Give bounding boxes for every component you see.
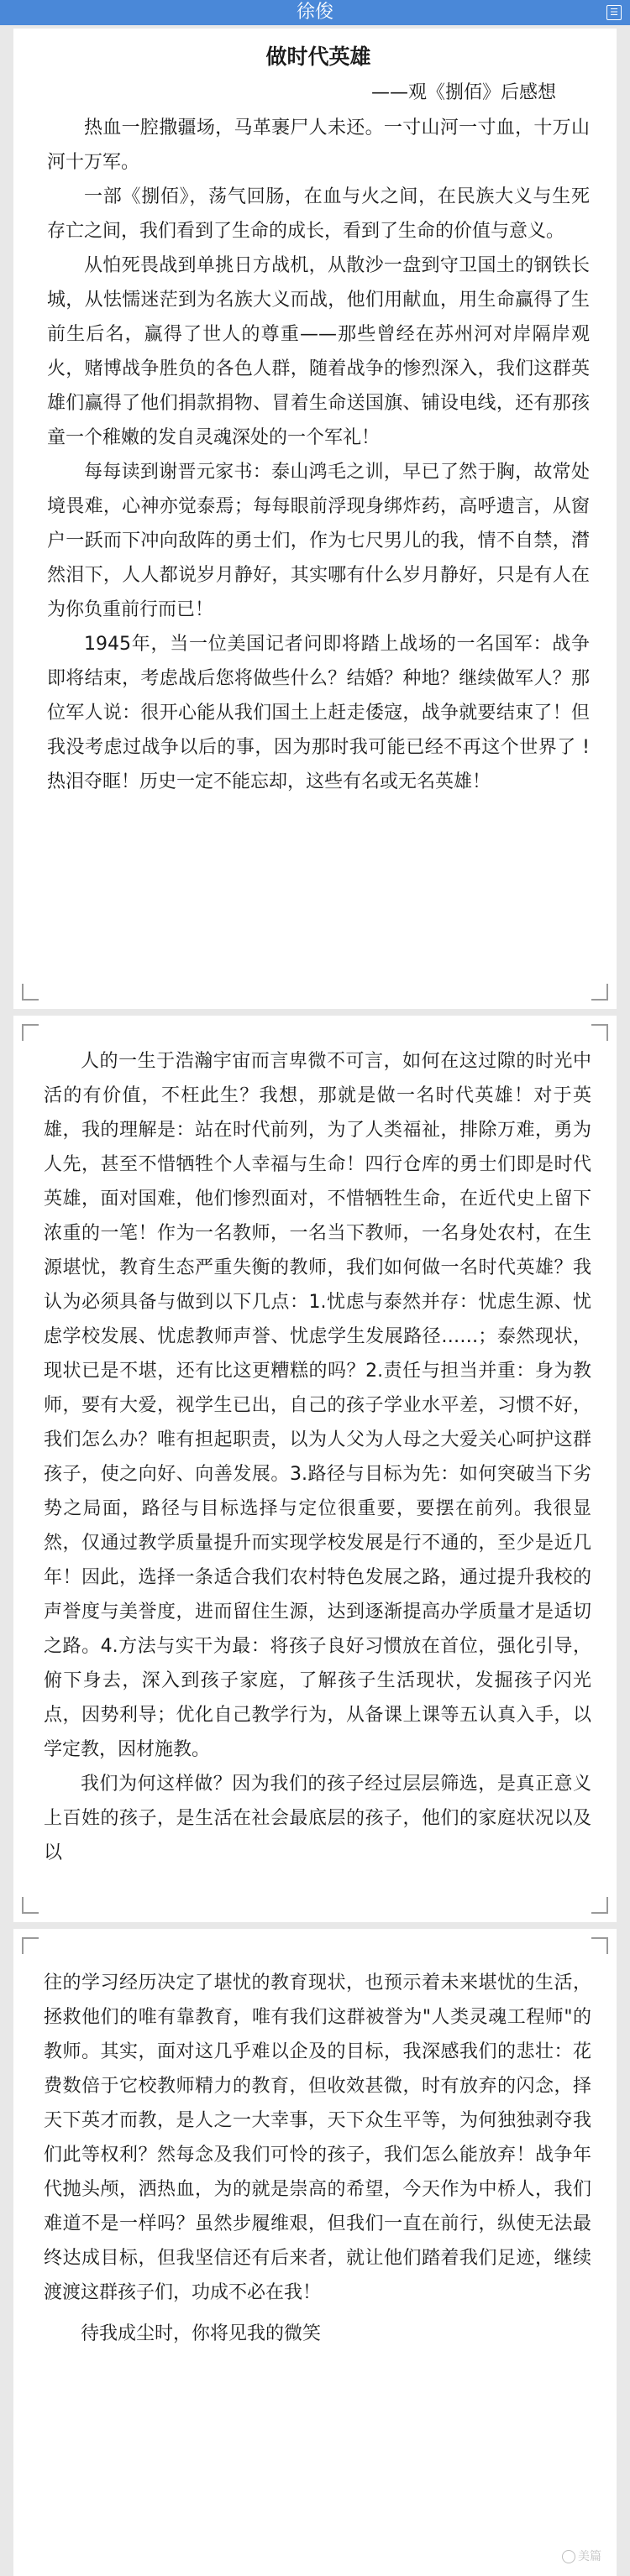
crop-mark <box>591 1897 608 1914</box>
document-page-2 <box>13 1016 617 1922</box>
crop-mark <box>22 1937 39 1954</box>
top-bar <box>0 0 630 25</box>
crop-mark <box>22 984 39 1001</box>
paragraph: 每每读到谢晋元家书：泰山鸿毛之训，早已了然于胸，故常处境畏难，心神亦觉泰焉；每每眼前浮现身绑炸药，高呼遗言，从窗户一跃而下冲向敌阵的勇士们，作为七尺男儿的我，情不自禁，潸然泪下，人人都说岁月静好，其实哪有什么岁月静好，只是有人在为你负重前行而已！ <box>47 462 590 620</box>
paragraph: 一部《捌佰》，荡气回肠，在血与火之间，在民族大义与生死存亡之间，我们看到了生命的成长，看到了生命的价值与意义。 <box>47 186 590 242</box>
paragraph: 待我成尘时，你将见我的微笑 <box>81 2323 322 2344</box>
crop-mark <box>22 1024 39 1041</box>
paragraph: 从怕死畏战到单挑日方战机，从散沙一盘到守卫国土的钢铁长城，从怯懦迷茫到为名族大义而战，他们用献血，用生命赢得了生前生后名，赢得了世人的尊重——那些曾经在苏州河对岸隔岸观火，赌博战争胜负的各色人群，随着战争的惨烈深入，我们这群英雄们赢得了他们捐款捐物、冒着生命送国旗、铺设电线，还有那孩童一个稚嫩的发自灵魂深处的一个军礼！ <box>47 255 590 448</box>
paragraph: 人的一生于浩瀚宇宙而言卑微不可言，如何在这过隙的时光中活的有价值，不枉此生？我想，那就是做一名时代英雄！对于英雄，我的理解是：站在时代前列，为了人类福祉，排除万难，勇为人先，甚至不惜牺牲个人幸福与生命！四行仓库的勇士们即是时代英雄，面对国难，他们惨烈面对，不惜牺牲生命，在近代史上留下浓重的一笔！作为一名教师，一名当下教师，一名身处农村，在生源堪忧，教育生态严重失衡的教师，我们如何做一名时代英雄？我认为必须具备与做到以下几点：1.忧虑与泰然并存：忧虑生源、忧虑学校发展、忧虑教师声誉、忧虑学生发展路径……；泰然现状，现状已是不堪，还有比这更糟糕的吗？2.责任与担当并重：身为教师，要有大爱，视学生已出，自己的孩子学业水平差，习惯不好，我们怎么办？唯有担起职责，以为人父为人母之大爱关心呵护这群孩子，使之向好、向善发展。3.路径与目标为先：如何突破当下劣势之局面，路径与目标选择与定位很重要，要摆在前列。我很显然，仅通过教学质量提升而实现学校发展是行不通的，至少是近几年！因此，选择一条适合我们农村特色发展之路，通过提升我校的声誉度与美誉度，进而留住生源，达到逐渐提高办学质量才是适切之路。4.方法与实干为最：将孩子良好习惯放在首位，强化引导，俯下身去，深入到孩子家庭，了解孩子生活现状，发掘孩子闪光点，因势利导；优化自己教学行为，从备课上课等五认真入手，以学定教，因材施教。 <box>44 1051 591 1760</box>
paragraph: 我们为何这样做？因为我们的孩子经过层层筛选，是真正意义上百姓的孩子，是生活在社会最底层的孩子，他们的家庭状况以及以 <box>44 1774 591 1863</box>
author-name: 徐俊 <box>296 2 333 23</box>
document-page-1 <box>13 29 617 1009</box>
page-menu-icon[interactable]: ☰ <box>606 5 622 20</box>
document-page-3 <box>13 1929 617 2576</box>
crop-mark <box>22 1897 39 1914</box>
article-title: 做时代英雄 <box>265 44 371 69</box>
crop-mark <box>591 1937 608 1954</box>
meipian-logo-icon <box>562 2550 575 2563</box>
crop-mark <box>591 1024 608 1041</box>
paragraph: 往的学习经历决定了堪忧的教育现状，也预示着未来堪忧的生活，拯救他们的唯有靠教育，唯有我们这群被誉为"人类灵魂工程师"的教师。其实，面对这几乎难以企及的目标，我深感我们的悲壮：花费数倍于它校教师精力的教育，但收效甚微，时有放弃的闪念，择天下英才而教，是人之一大幸事，天下众生平等，为何独独剥夺我们此等权利？然每念及我们可怜的孩子，我们怎么能放弃！战争年代抛头颅，洒热血，为的就是崇高的希望，今天作为中桥人，我们难道不是一样吗？虽然步履维艰，但我们一直在前行，纵使无法最终达成目标，但我坚信还有后来者，就让他们踏着我们足迹，继续渡渡这群孩子们，功成不必在我！ <box>44 1972 591 2303</box>
crop-mark <box>591 984 608 1001</box>
paragraph: 热血一腔撒疆场，马革裹尸人未还。一寸山河一寸血，十万山河十万军。 <box>47 118 590 173</box>
paragraph: 1945年，当一位美国记者问即将踏上战场的一名国军：战争即将结束，考虑战后您将做些什么？结婚？种地？继续做军人？那位军人说：很开心能从我们国土上赶走倭寇，战争就要结束了！但我没考虑过战争以后的事，因为那时我可能已经不再这个世界了 !热泪夺眶！历史一定不能忘却，这些有名或无名英雄！ <box>47 634 590 792</box>
watermark-text: 美篇 <box>578 2550 601 2563</box>
watermark <box>562 2547 601 2564</box>
article-subtitle: ——观《捌佰》后感想 <box>370 82 556 103</box>
